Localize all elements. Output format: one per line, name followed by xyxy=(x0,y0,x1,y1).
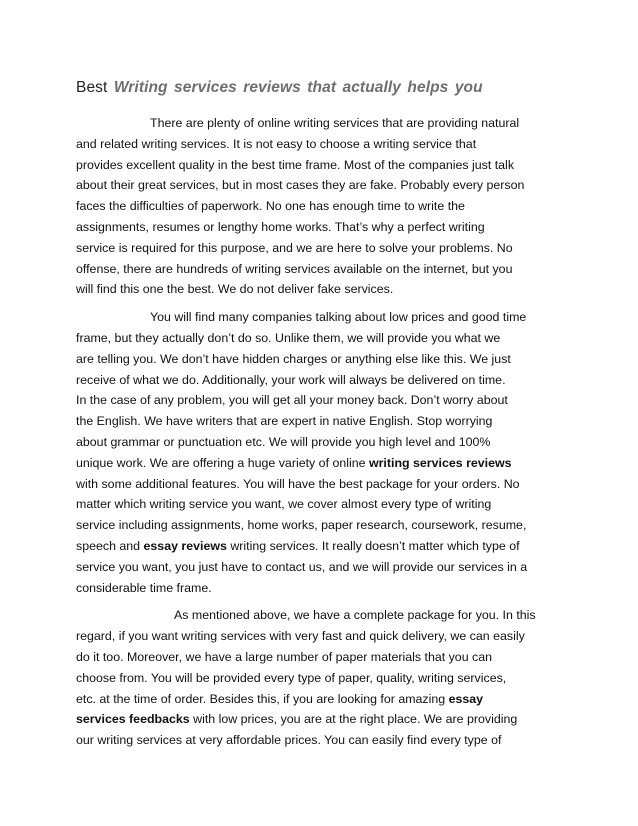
text-line xyxy=(76,709,596,730)
text-line xyxy=(76,432,596,453)
text-line xyxy=(76,217,596,238)
text-line xyxy=(76,536,596,557)
text-line xyxy=(76,113,596,134)
text-line xyxy=(76,279,596,300)
text-line xyxy=(76,349,596,370)
text-line xyxy=(76,474,596,495)
text-line xyxy=(76,578,596,599)
text-line xyxy=(76,370,596,391)
text-run: service including assignments, home works, paper research, coursework, resume, xyxy=(76,518,527,533)
text-line xyxy=(76,605,596,626)
text-run: will find this one the best. We do not deliver fake services. xyxy=(76,282,394,297)
text-line xyxy=(76,390,596,411)
text-line xyxy=(76,307,596,328)
paragraph xyxy=(76,113,596,300)
text-run: frame, but they actually don’t do so. Unlike them, we will provide you what we xyxy=(76,330,501,345)
text-run: speech and xyxy=(76,538,144,553)
text-run: etc. at the time of order. Besides this, if you are looking for amazing xyxy=(76,691,449,706)
text-line xyxy=(76,328,596,349)
text-run: our writing services at very affordable prices. You can easily find every type of xyxy=(76,733,502,748)
text-run: choose from. You will be provided every type of paper, quality, writing services, xyxy=(76,670,507,685)
text-run: service you want, you just have to contact us, and we will provide our services in a xyxy=(76,559,528,574)
bold-keyword: essay reviews xyxy=(143,538,227,553)
text-run: regard, if you want writing services with very fast and quick delivery, we can easily xyxy=(76,629,525,644)
text-line xyxy=(76,557,596,578)
text-run: As mentioned above, we have a complete package for you. In this xyxy=(174,608,536,623)
text-run: and related writing services. It is not easy to choose a writing service that xyxy=(76,136,477,151)
text-run: assignments, resumes or lengthy home works. That’s why a perfect writing xyxy=(76,219,485,234)
text-run: writing services. It really doesn’t matter which type of xyxy=(226,538,520,553)
bold-keyword: essay xyxy=(448,691,484,706)
text-run: are telling you. We don’t have hidden charges or anything else like this. We just xyxy=(76,351,511,366)
text-line xyxy=(76,494,596,515)
bold-keyword: services feedbacks xyxy=(76,712,190,727)
text-run: matter which writing service you want, we cover almost every type of writing xyxy=(76,497,492,512)
text-line xyxy=(76,515,596,536)
title-rest: Writing services reviews that actually helps you xyxy=(107,79,483,96)
text-run: In the case of any problem, you will get all your money back. Don’t worry about xyxy=(76,393,508,408)
paragraph xyxy=(76,605,596,751)
text-line xyxy=(76,155,596,176)
bold-keyword: writing services reviews xyxy=(368,455,512,470)
text-line xyxy=(76,668,596,689)
paragraph xyxy=(76,307,596,598)
text-run: do it too. Moreover, we have a large number of paper materials that you can xyxy=(76,649,493,664)
text-line xyxy=(76,730,596,751)
text-line xyxy=(76,259,596,280)
text-run: with some additional features. You will have the best package for your orders. No xyxy=(76,476,520,491)
title-first-word: Best xyxy=(76,79,108,96)
text-run: There are plenty of online writing services that are providing natural xyxy=(150,116,520,130)
text-run: considerable time frame. xyxy=(76,580,212,595)
text-run: receive of what we do. Additionally, your work will always be delivered on time. xyxy=(76,372,506,387)
text-line xyxy=(76,134,596,155)
text-run: with low prices, you are at the right place. We are providing xyxy=(189,712,518,727)
text-line xyxy=(76,626,596,647)
text-line xyxy=(76,175,596,196)
text-line xyxy=(76,411,596,432)
text-run: about grammar or punctuation etc. We will provide you high level and 100% xyxy=(76,434,491,449)
text-line xyxy=(76,689,596,710)
text-run: You will find many companies talking about low prices and good time xyxy=(150,310,527,325)
text-line xyxy=(76,238,596,259)
text-run: unique work. We are offering a huge variety of online xyxy=(76,455,369,470)
document-title xyxy=(76,78,483,98)
text-run: provides excellent quality in the best time frame. Most of the companies just talk xyxy=(76,157,515,172)
text-run: offense, there are hundreds of writing services available on the internet, but you xyxy=(76,261,513,276)
document-body xyxy=(76,113,596,758)
text-run: service is required for this purpose, and we are here to solve your problems. No xyxy=(76,240,513,255)
text-line xyxy=(76,647,596,668)
text-run: faces the difficulties of paperwork. No one has enough time to write the xyxy=(76,199,465,214)
text-line xyxy=(76,453,596,474)
text-run: the English. We have writers that are expert in native English. Stop worrying xyxy=(76,414,493,429)
text-run: about their great services, but in most cases they are fake. Probably every person xyxy=(76,178,525,193)
text-line xyxy=(76,196,596,217)
